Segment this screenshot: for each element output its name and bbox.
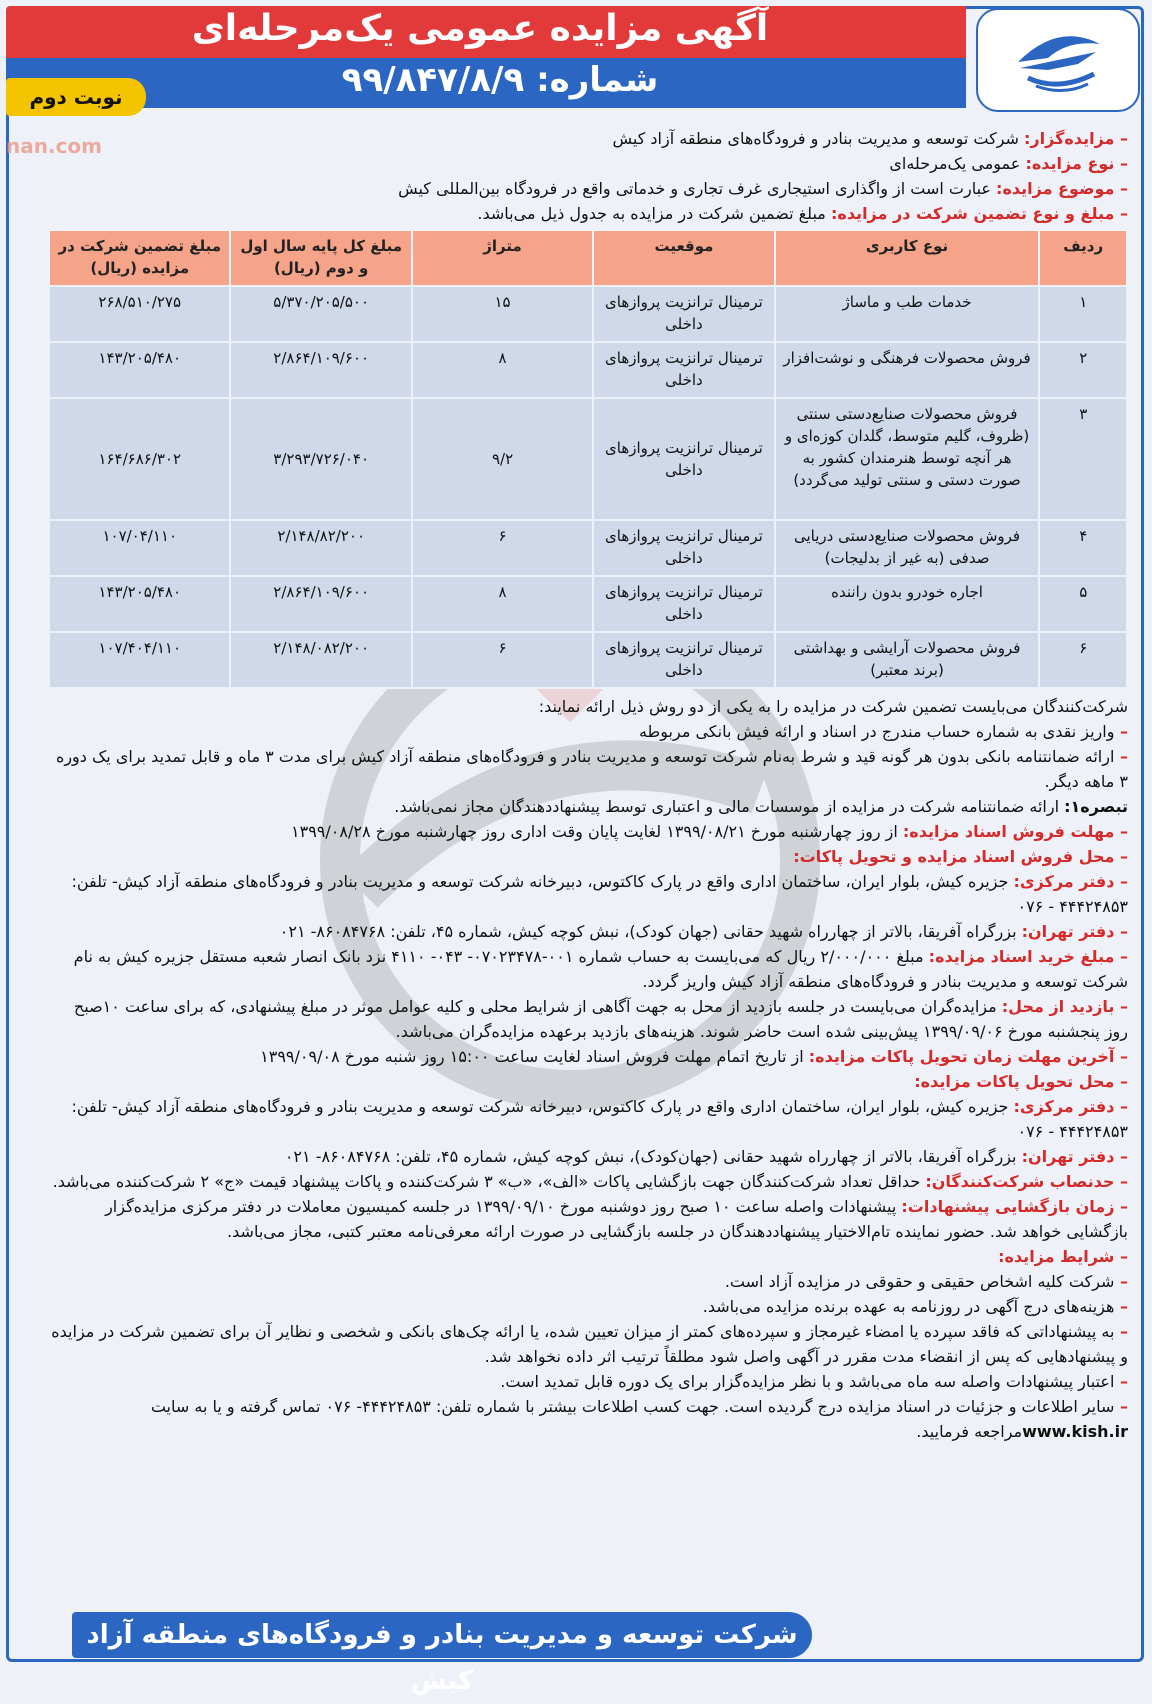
table-row — [49, 286, 1127, 342]
cell-guarantee: ۱۴۳/۲۰۵/۴۸۰ — [49, 576, 230, 632]
ad-content — [48, 126, 1128, 1444]
document-price: – مبلغ خرید اسناد مزایده: مبلغ ۲/۰۰۰/۰۰۰ ریال که می‌بایست به حساب شماره ۰۰۱-۰۷۰۲۳۴۷۸- ۰۴۳- ۴۱۱۰ نزد بانک انصار شعبه مستقل جزیره کیش به نام شرکت توسعه و مدیریت بنادر و فرودگاه‌های منطقه آزاد کیش واریز گردد. — [73, 947, 1128, 991]
table-row — [49, 576, 1127, 632]
cell-guarantee: ۱۰۷/۰۴/۱۱۰ — [49, 520, 230, 576]
cell-base: ۵/۳۷۰/۲۰۵/۵۰۰ — [230, 286, 411, 342]
cell-row: ۳ — [1039, 398, 1127, 520]
condition-item: – به پیشنهاداتی که فاقد سپرده یا امضاء غیرمجاز و سپرده‌های کمتر از میزان تعیین شده، یا ارائه چک‌های بانکی و شخصی و نظایر آن برای تضمین شرکت در مزایده و پیشنهادهایی که پس از انقضاء مدت مقرر در آگهی واصل شود مطلقاً ترتیب اثر داده نخواهد شد. — [51, 1322, 1128, 1366]
cell-guarantee: ۱۰۷/۴۰۴/۱۱۰ — [49, 632, 230, 688]
condition-item: – هزینه‌های درج آگهی در روزنامه به عهده برنده مزایده می‌باشد. — [702, 1297, 1128, 1316]
col-base: مبلغ کل پایه سال اول و دوم (ریال) — [230, 230, 411, 286]
type-line: – نوع مزایده: عمومی یک‌مرحله‌ای — [889, 154, 1128, 173]
cell-location: ترمینال ترانزیت پروازهای داخلی — [593, 576, 774, 632]
col-location: موقعیت — [593, 230, 774, 286]
col-area: متراژ — [412, 230, 593, 286]
airplane-logo-icon — [1008, 22, 1108, 98]
condition-item: – سایر اطلاعات و جزئیات در اسناد مزایده درج گردیده است. جهت کسب اطلاعات بیشتر با شماره تلفن: ۴۴۴۲۴۸۵۳- ۰۷۶ تماس گرفته و یا به سایت www.kish.irمراجعه فرمایید. — [150, 1397, 1128, 1441]
cell-base: ۲/۱۴۸/۰۸۲/۲۰۰ — [230, 632, 411, 688]
central-office-2: – دفتر مرکزی: جزیره کیش، بلوار ایران، ساختمان اداری واقع در پارک کاکتوس، دبیرخانه شرکت توسعه و مدیریت بنادر و فرودگاه‌های منطقه آزاد کیش- تلفن: ۴۴۴۲۴۸۵۳ - ۰۷۶ — [71, 1097, 1128, 1141]
quorum: – حدنصاب شرکت‌کنندگان: حداقل تعداد شرکت‌کنندگان جهت بازگشایی پاکات «الف»، «ب» ۳ شرکت‌کننده و پاکات پیشنهاد قیمت «ج» ۲ شرکت‌کننده می‌باشد. — [52, 1172, 1128, 1191]
guarantee-line: – مبلغ و نوع تضمین شرکت در مزایده: مبلغ تضمین شرکت در مزایده به جدول ذیل می‌باشد. — [477, 204, 1128, 223]
cell-usage: فروش محصولات فرهنگی و نوشت‌افزار — [775, 342, 1040, 398]
sale-deadline: – مهلت فروش اسناد مزایده: از روز چهارشنبه مورخ ۱۳۹۹/۰۸/۲۱ لغایت پایان وقت اداری روز چهارشنبه مورخ ۱۳۹۹/۰۸/۲۸ — [291, 822, 1128, 841]
conditions-title: – شرایط مزایده: — [998, 1247, 1128, 1266]
subject-line: – موضوع مزایده: عبارت است از واگذاری استیجاری غرف تجاری و خدماتی واقع در فرودگاه بین‌المللی کیش — [398, 179, 1128, 198]
cell-base: ۲/۸۶۴/۱۰۹/۶۰۰ — [230, 342, 411, 398]
cell-area: ۶ — [412, 520, 593, 576]
website-link[interactable]: www.kish.ir — [1022, 1422, 1128, 1441]
note-1: تبصره۱: ارائه ضمانتنامه شرکت در مزایده از موسسات مالی و اعتباری توسط پیشنهاددهندگان مجاز نمی‌باشد. — [394, 797, 1128, 816]
condition-item: – اعتبار پیشنهادات واصله سه ماه می‌باشد و با نظر مزایده‌گزار برای یک دوره قابل تمدید است. — [500, 1372, 1128, 1391]
cell-row: ۶ — [1039, 632, 1127, 688]
cell-area: ۸ — [412, 576, 593, 632]
cell-row: ۵ — [1039, 576, 1127, 632]
number-value: ۹۹/۸۴۷/۸/۹ — [341, 60, 525, 100]
col-row: ردیف — [1039, 230, 1127, 286]
cell-area: ۶ — [412, 632, 593, 688]
cell-location: ترمینال ترانزیت پروازهای داخلی — [593, 520, 774, 576]
cell-area: ۹/۲ — [412, 398, 593, 520]
number-label: شماره: — [536, 60, 659, 100]
table-row — [49, 632, 1127, 688]
auctioneer-line: – مزایده‌گزار: شرکت توسعه و مدیریت بنادر و فرودگاه‌های منطقه آزاد کیش — [612, 129, 1128, 148]
method-bank-guarantee: – ارائه ضمانتنامه بانکی بدون هر گونه قید و شرط به‌نام شرکت توسعه و مدیریت بنادر و فرودگاه‌های منطقه آزاد کیش برای مدت ۳ ماه و قابل تمدید برای یک دوره ۳ ماهه دیگر. — [55, 747, 1128, 791]
logo — [976, 8, 1140, 112]
cell-base: ۲/۱۴۸/۸۲/۲۰۰ — [230, 520, 411, 576]
ad-title: آگهی مزایده عمومی یک‌مرحله‌ای — [191, 8, 769, 49]
cell-usage: خدمات طب و ماساژ — [775, 286, 1040, 342]
cell-location: ترمینال ترانزیت پروازهای داخلی — [593, 632, 774, 688]
method-cash: – واریز نقدی به شماره حساب مندرج در اسناد و ارائه فیش بانکی مربوطه — [638, 722, 1128, 741]
cell-area: ۸ — [412, 342, 593, 398]
cell-base: ۲/۸۶۴/۱۰۹/۶۰۰ — [230, 576, 411, 632]
table-row — [49, 342, 1127, 398]
cell-area: ۱۵ — [412, 286, 593, 342]
delivery-place: – محل تحویل پاکات مزایده: — [914, 1072, 1128, 1091]
col-usage: نوع کاربری — [775, 230, 1040, 286]
round-badge: نوبت دوم — [6, 78, 146, 116]
table-row — [49, 398, 1127, 520]
table-header-row — [49, 230, 1127, 286]
condition-item: – شرکت کلیه اشخاص حقیقی و حقوقی در مزایده آزاد است. — [724, 1272, 1128, 1291]
cell-guarantee: ۲۶۸/۵۱۰/۲۷۵ — [49, 286, 230, 342]
col-guarantee: مبلغ تضمین شرکت در مزایده (ریال) — [49, 230, 230, 286]
cell-row: ۴ — [1039, 520, 1127, 576]
site-visit: – بازدید از محل: مزایده‌گران می‌بایست در جلسه بازدید از محل به جهت آگاهی از شرایط محلی و کلیه عوامل موثر در مبلغ پیشنهادی، که برای ساعت ۱۰صبح روز پنجشنبه مورخ ۱۳۹۹/۰۹/۰۶ پیش‌بینی شده است حاضر شوند. هزینه‌های بازدید برعهده مزایده‌گران می‌باشد. — [73, 997, 1128, 1041]
footer-company: شرکت توسعه و مدیریت بنادر و فرودگاه‌های منطقه آزاد کیش — [72, 1612, 812, 1658]
cell-guarantee: ۱۴۳/۲۰۵/۴۸۰ — [49, 342, 230, 398]
items-table — [48, 229, 1128, 689]
cell-usage: اجاره خودرو بدون راننده — [775, 576, 1040, 632]
cell-usage: فروش محصولات صنایع‌دستی سنتی (ظروف، گلیم متوسط، گلدان کوزه‌ای و هر آنچه توسط هنرمندان کشور به صورت دستی و سنتی تولید می‌گردد) — [775, 398, 1040, 520]
cell-usage: فروش محصولات آرایشی و بهداشتی (برند معتبر) — [775, 632, 1040, 688]
methods-intro: شرکت‌کنندگان می‌بایست تضمین شرکت در مزایده را به یکی از دو روش ذیل ارائه نمایند: — [538, 697, 1128, 716]
cell-base: ۳/۲۹۳/۷۲۶/۰۴۰ — [230, 398, 411, 520]
cell-usage: فروش محصولات صنایع‌دستی دریایی صدفی (به غیر از بدلیجات) — [775, 520, 1040, 576]
cell-location: ترمینال ترانزیت پروازهای داخلی — [593, 342, 774, 398]
opening-time: – زمان بازگشایی پیشنهادات: پیشنهادات واصله ساعت ۱۰ صبح روز دوشنبه مورخ ۱۳۹۹/۰۹/۱۰ در جلسه کمیسیون معاملات در دفتر مرکزی مزایده‌گزار بازگشایی خواهد شد. حضور نماینده تام‌الاختیار پیشنهاددهندگان در جلسه بازگشایی در صورت ارائه معرفی‌نامه معتبر کتبی، مجاز می‌باشد. — [105, 1197, 1128, 1241]
last-deadline: – آخرین مهلت زمان تحویل پاکات مزایده: از تاریخ اتمام مهلت فروش اسناد لغایت ساعت ۱۵:۰۰ روز شنبه مورخ ۱۳۹۹/۰۹/۰۸ — [260, 1047, 1128, 1066]
cell-row: ۱ — [1039, 286, 1127, 342]
website-watermark: nan.com — [6, 134, 103, 158]
central-office-1: – دفتر مرکزی: جزیره کیش، بلوار ایران، ساختمان اداری واقع در پارک کاکتوس، دبیرخانه شرکت توسعه و مدیریت بنادر و فرودگاه‌های منطقه آزاد کیش- تلفن: ۴۴۴۲۴۸۵۳ - ۰۷۶ — [71, 872, 1128, 916]
cell-location: ترمینال ترانزیت پروازهای داخلی — [593, 398, 774, 520]
tehran-office-1: – دفتر تهران: بزرگراه آفریقا، بالاتر از چهارراه شهید حقانی (جهان کودک)، نبش کوچه کیش، شماره ۴۵، تلفن: ۸۶۰۸۴۷۶۸- ۰۲۱ — [279, 922, 1128, 941]
cell-guarantee: ۱۶۴/۶۸۶/۳۰۲ — [49, 398, 230, 520]
table-row — [49, 520, 1127, 576]
sale-place: – محل فروش اسناد مزایده و تحویل پاکات: — [793, 847, 1128, 866]
cell-location: ترمینال ترانزیت پروازهای داخلی — [593, 286, 774, 342]
cell-row: ۲ — [1039, 342, 1127, 398]
ad-number — [200, 60, 800, 100]
tehran-office-2: – دفتر تهران: بزرگراه آفریقا، بالاتر از چهارراه شهید حقانی (جهان‌کودک)، نبش کوچه کیش، شماره ۴۵، تلفن: ۸۶۰۸۴۷۶۸- ۰۲۱ — [284, 1147, 1128, 1166]
